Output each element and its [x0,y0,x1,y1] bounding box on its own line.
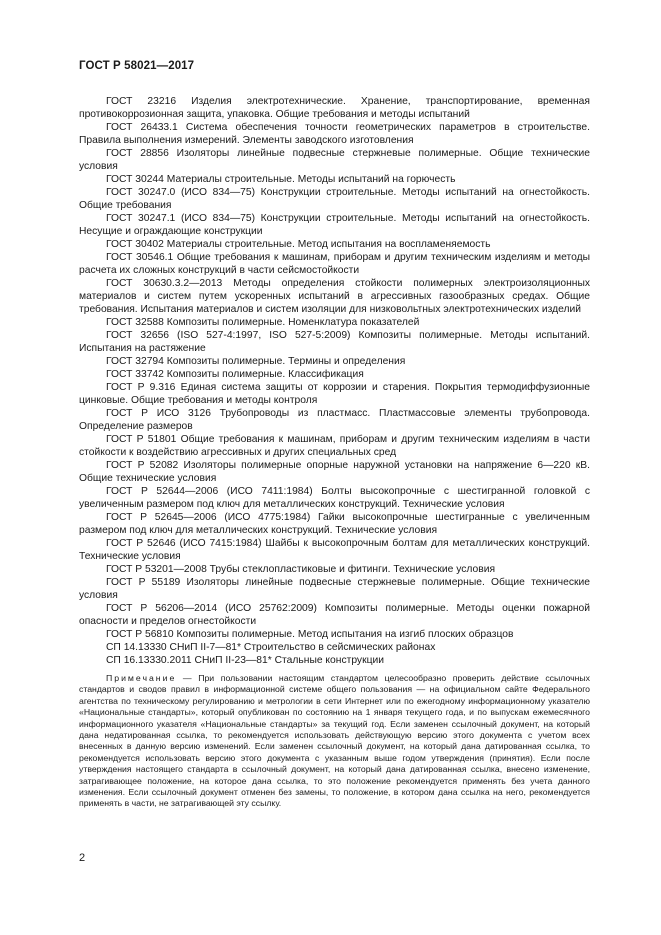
document-header: ГОСТ Р 58021—2017 [79,60,195,72]
note-text: — При пользовании настоящим стандартом целесообразно проверить действие ссылочных стандартов и сводов правил в информационной системе общего пользования — на официальном сайте Федерального агентства по техническому регулированию и метрологии в сети Интернет или по ежегодному информационному указателю «Национальные стандарты», который опубликован по состоянию на 1 января текущего года, и по выпускам ежемесячного информационного указателя «Национальные стандарты» за текущий год. Если заменен ссылочный документ, на который дана недатированная ссылка, то рекомендуется использовать действующую версию этого документа с учетом всех внесенных в данную версию изменений. Если заменен ссылочный документ, на который дана датированная ссылка, то рекомендуется использовать версию этого документа с указанным выше годом утверждения (принятия). Если после утверждения настоящего стандарта в ссылочный документ, на который дана датированная ссылка, внесено изменение, затрагивающее положение, на которое дана ссылка, то это положение рекомендуется применять без учета данного изменения. Если ссылочный документ отменен без замены, то положение, в котором дана ссылка на него, рекомендуется применять в части, не затрагивающей эту ссылку. [79,673,590,809]
reference-item: ГОСТ 30630.3.2—2013 Методы определения стойкости полимерных электроизоляционных материалов и систем путем ускоренных испытаний в агрессивных газообразных средах. Общие требования. Испытания материалов и систем изоляции для низковольтных электротехнических изделий [79,278,590,315]
reference-item: СП 14.13330 СНиП II-7—81* Строительство в сейсмических районах [106,642,436,653]
reference-item: ГОСТ Р 52646 (ИСО 7415:1984) Шайбы к высокопрочным болтам для металлических конструкций. Технические условия [79,538,590,562]
reference-item: ГОСТ 30247.1 (ИСО 834—75) Конструкции строительные. Методы испытаний на огнестойкость. Несущие и ограждающие конструкции [79,213,590,237]
reference-item: ГОСТ Р 56206—2014 (ИСО 25762:2009) Композиты полимерные. Методы оценки пожарной опасности и пределов огнестойкости [79,603,590,627]
reference-item: СП 16.13330.2011 СНиП II-23—81* Стальные конструкции [106,655,384,666]
reference-item: ГОСТ 30247.0 (ИСО 834—75) Конструкции строительные. Методы испытаний на огнестойкость. Общие требования [79,187,590,211]
page-number: 2 [79,852,86,864]
reference-item: ГОСТ Р 52082 Изоляторы полимерные опорные наружной установки на напряжение 6—220 кВ. Общие технические условия [79,460,590,484]
reference-item: ГОСТ 23216 Изделия электротехнические. Хранение, транспортирование, временная противокоррозионная защита, упаковка. Общие требования и методы испытаний [79,96,590,120]
reference-item: ГОСТ Р 9.316 Единая система защиты от коррозии и старения. Покрытия термодиффузионные цинковые. Общие требования и методы контроля [79,382,590,406]
note-paragraph [79,673,590,810]
reference-item: ГОСТ 26433.1 Система обеспечения точности геометрических параметров в строительстве. Правила выполнения измерений. Элементы заводского изготовления [79,122,590,146]
reference-item: ГОСТ 32794 Композиты полимерные. Термины и определения [106,356,406,367]
reference-item: ГОСТ 30546.1 Общие требования к машинам, приборам и другим техническим изделиям и методы расчета их сложных конструкций в части сейсмостойкости [79,252,590,276]
reference-item: ГОСТ Р 52644—2006 (ИСО 7411:1984) Болты высокопрочные с шестигранной головкой с увеличенным размером под ключ для металлических конструкций. Технические условия [79,486,590,510]
reference-item: ГОСТ 30402 Материалы строительные. Метод испытания на воспламеняемость [106,239,491,250]
reference-item: ГОСТ 30244 Материалы строительные. Методы испытаний на горючесть [106,174,456,185]
reference-item: ГОСТ 28856 Изоляторы линейные подвесные стержневые полимерные. Общие технические условия [79,148,590,172]
note-label: Примечание [106,673,177,683]
reference-item: ГОСТ Р 51801 Общие требования к машинам, приборам и другим техническим изделиям в части стойкости к воздействию агрессивных и других специальных сред [79,434,590,458]
reference-item: ГОСТ Р 55189 Изоляторы линейные подвесные стержневые полимерные. Общие технические условия [79,577,590,601]
reference-item: ГОСТ 32656 (ISO 527-4:1997, ISO 527-5:2009) Композиты полимерные. Методы испытаний. Испытания на растяжение [79,330,590,354]
reference-item: ГОСТ Р 52645—2006 (ИСО 4775:1984) Гайки высокопрочные шестигранные с увеличенным размером под ключ для металлических конструкций. Технические условия [79,512,590,536]
reference-item: ГОСТ Р 56810 Композиты полимерные. Метод испытания на изгиб плоских образцов [106,629,514,640]
reference-item: ГОСТ Р 53201—2008 Трубы стеклопластиковые и фитинги. Технические условия [106,564,496,575]
reference-item: ГОСТ 33742 Композиты полимерные. Классификация [106,369,364,380]
reference-item: ГОСТ Р ИСО 3126 Трубопроводы из пластмасс. Пластмассовые элементы трубопровода. Определение размеров [79,408,590,432]
reference-item: ГОСТ 32588 Композиты полимерные. Номенклатура показателей [106,317,420,328]
normative-references [79,95,590,810]
